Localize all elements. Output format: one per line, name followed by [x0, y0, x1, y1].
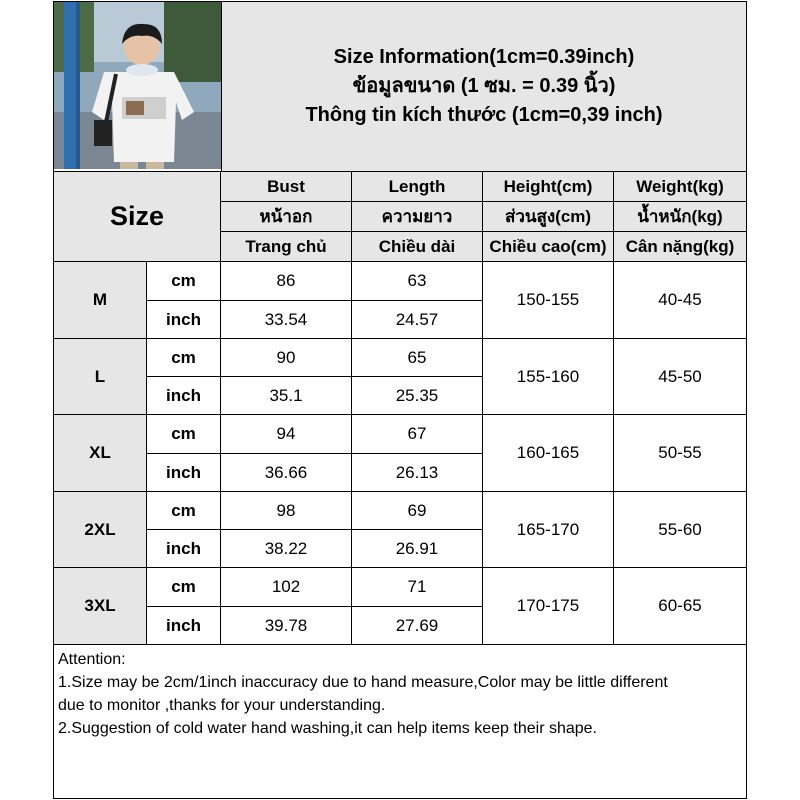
- unit-inch-label: inch: [147, 530, 221, 568]
- model-photo: [54, 2, 221, 169]
- unit-cm-label: cm: [147, 492, 221, 530]
- unit-cm-label: cm: [147, 415, 221, 454]
- unit-inch-label: inch: [147, 377, 221, 415]
- notes-line-1: 1.Size may be 2cm/1inch inaccuracy due to hand measure,Color may be little different: [58, 674, 668, 691]
- title-thai: ข้อมูลขนาด (1 ซม. = 0.39 นิ้ว): [352, 75, 616, 97]
- notes-line-2: due to monitor ,thanks for your understanding.: [58, 697, 386, 714]
- bust-inch-value: 36.66: [221, 454, 352, 492]
- bust-cm-value: 86: [221, 262, 352, 301]
- length-cm-value: 63: [352, 262, 483, 301]
- column-header-1-th: หน้าอก: [221, 202, 352, 232]
- length-inch-value: 26.91: [352, 530, 483, 568]
- title-vietnamese: Thông tin kích thước (1cm=0,39 inch): [305, 104, 663, 126]
- weight-range-value: 55-60: [614, 492, 746, 568]
- height-range-value: 155-160: [483, 339, 614, 415]
- length-cm-value: 69: [352, 492, 483, 530]
- bust-inch-value: 33.54: [221, 301, 352, 339]
- height-range-value: 160-165: [483, 415, 614, 492]
- height-range-value: 170-175: [483, 568, 614, 645]
- length-inch-value: 25.35: [352, 377, 483, 415]
- unit-cm-label: cm: [147, 262, 221, 301]
- length-inch-value: 26.13: [352, 454, 483, 492]
- notes-line-3: 2.Suggestion of cold water hand washing,it can help items keep their shape.: [58, 720, 597, 737]
- notes-heading: Attention:: [58, 651, 126, 668]
- length-inch-value: 27.69: [352, 607, 483, 645]
- unit-inch-label: inch: [147, 607, 221, 645]
- weight-range-value: 60-65: [614, 568, 746, 645]
- column-header-3-th: ส่วนสูง(cm): [483, 202, 614, 232]
- bust-cm-value: 98: [221, 492, 352, 530]
- title-english: Size Information(1cm=0.39inch): [333, 46, 635, 68]
- column-header-1-en: Bust: [221, 172, 352, 202]
- column-header-4-th: น้ำหนัก(kg): [614, 202, 746, 232]
- bust-inch-value: 35.1: [221, 377, 352, 415]
- bust-inch-value: 38.22: [221, 530, 352, 568]
- title-block: [221, 2, 746, 172]
- model-photo-icon: [54, 2, 221, 169]
- size-label: M: [54, 262, 147, 339]
- column-header-2-en: Length: [352, 172, 483, 202]
- bust-cm-value: 102: [221, 568, 352, 607]
- bust-cm-value: 90: [221, 339, 352, 377]
- length-inch-value: 24.57: [352, 301, 483, 339]
- column-header-3-vi: Chiều cao(cm): [483, 232, 614, 262]
- length-cm-value: 71: [352, 568, 483, 607]
- attention-notes: [54, 645, 746, 743]
- column-header-2-vi: Chiều dài: [352, 232, 483, 262]
- column-header-4-vi: Cân nặng(kg): [614, 232, 746, 262]
- weight-range-value: 50-55: [614, 415, 746, 492]
- column-header-2-th: ความยาว: [352, 202, 483, 232]
- bust-inch-value: 39.78: [221, 607, 352, 645]
- length-cm-value: 65: [352, 339, 483, 377]
- weight-range-value: 40-45: [614, 262, 746, 339]
- unit-inch-label: inch: [147, 301, 221, 339]
- size-label: 2XL: [54, 492, 147, 568]
- size-label: L: [54, 339, 147, 415]
- unit-cm-label: cm: [147, 568, 221, 607]
- column-header-3-en: Height(cm): [483, 172, 614, 202]
- size-label: XL: [54, 415, 147, 492]
- column-header-1-vi: Trang chủ: [221, 232, 352, 262]
- length-cm-value: 67: [352, 415, 483, 454]
- weight-range-value: 45-50: [614, 339, 746, 415]
- unit-inch-label: inch: [147, 454, 221, 492]
- size-header: Size: [54, 172, 221, 262]
- height-range-value: 165-170: [483, 492, 614, 568]
- size-chart-card: [53, 1, 747, 799]
- column-header-4-en: Weight(kg): [614, 172, 746, 202]
- size-label: 3XL: [54, 568, 147, 645]
- bust-cm-value: 94: [221, 415, 352, 454]
- unit-cm-label: cm: [147, 339, 221, 377]
- height-range-value: 150-155: [483, 262, 614, 339]
